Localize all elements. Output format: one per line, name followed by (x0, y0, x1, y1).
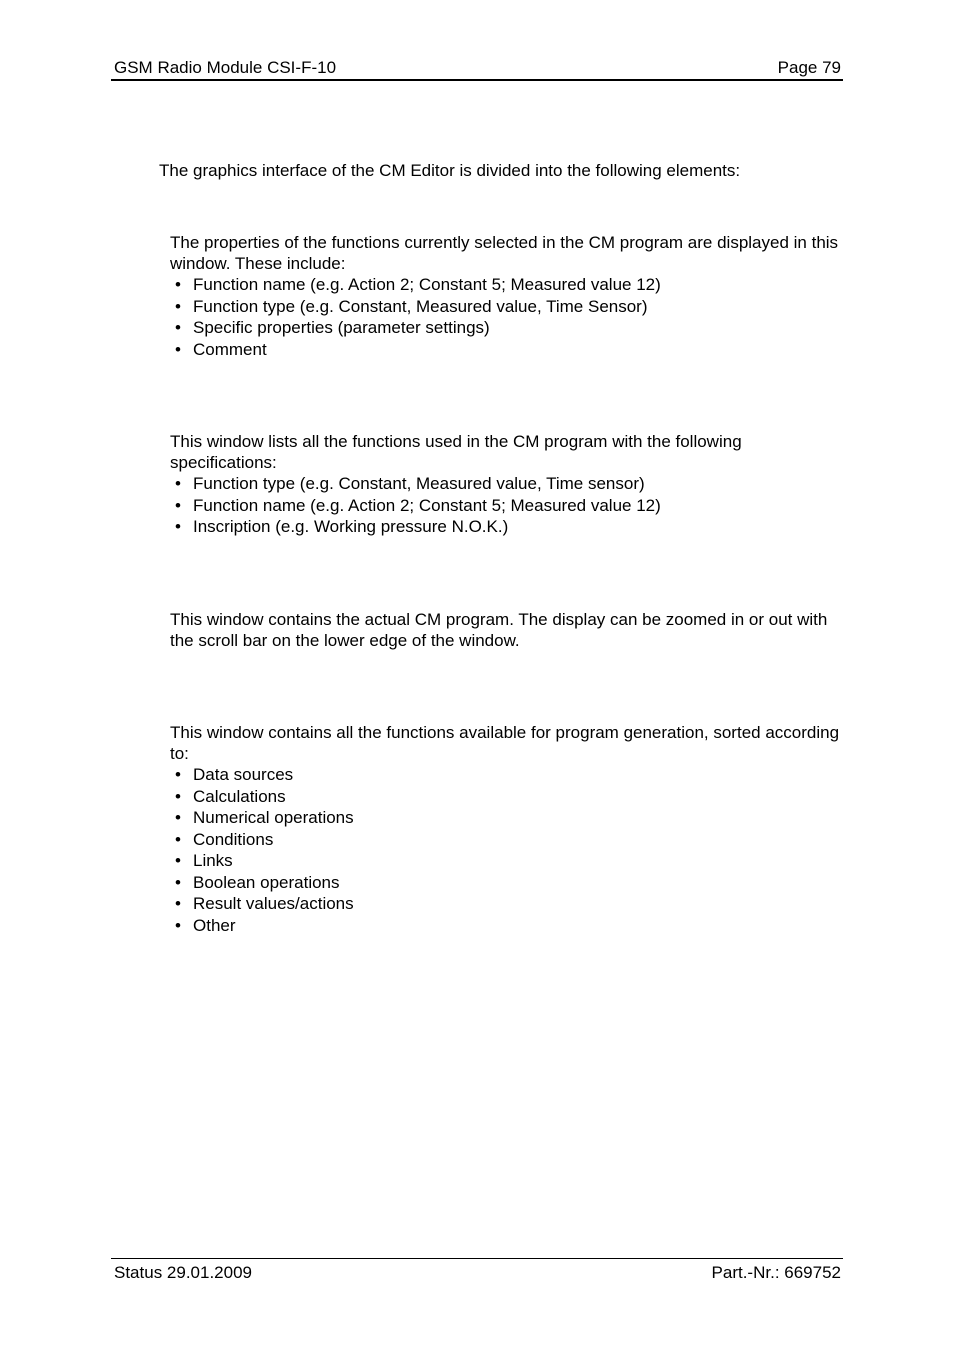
page-header (111, 57, 843, 81)
bullet-icon: • (175, 339, 181, 359)
list-item: • Inscription (e.g. Working pressure N.O.K.) (175, 517, 509, 536)
bullet-list (170, 764, 840, 936)
available-functions-window-section (170, 723, 840, 936)
status-date: Status 29.01.2009 (114, 1263, 253, 1282)
bullet-icon: • (175, 765, 181, 784)
list-item: • Numerical operations (175, 808, 354, 827)
page-number: Page 79 (777, 58, 841, 77)
program-window-section (170, 610, 840, 651)
bullet-icon: • (175, 275, 181, 294)
bullet-list (170, 274, 840, 360)
bullet-list (170, 473, 840, 538)
list-item: • Boolean operations (175, 872, 340, 892)
list-item: • Function type (e.g. Constant, Measured value, Time sensor) (175, 474, 645, 493)
bullet-icon: • (175, 872, 181, 892)
intro-paragraph: The graphics interface of the CM Editor is divided into the following elements: (159, 161, 741, 180)
section-paragraph: This window contains the actual CM program. The display can be zoomed in or out with the scroll bar on the lower edge of the window. (170, 610, 828, 650)
list-item: • Result values/actions (175, 894, 354, 913)
page-footer (111, 1258, 843, 1285)
list-item: • Comment (175, 339, 267, 359)
bullet-icon: • (175, 318, 181, 337)
bullet-icon: • (175, 915, 181, 935)
section-paragraph: This window lists all the functions used in the CM program with the following specifications: (170, 432, 742, 472)
list-item: • Function name (e.g. Action 2; Constant 5; Measured value 12) (175, 275, 661, 294)
bullet-icon: • (175, 894, 181, 913)
bullet-icon: • (175, 495, 181, 515)
section-paragraph: The properties of the functions currently selected in the CM program are displayed in this window. These include: (170, 233, 839, 273)
bullet-icon: • (175, 517, 181, 536)
document-title: GSM Radio Module CSI-F-10 (114, 58, 337, 77)
bullet-icon: • (175, 296, 181, 316)
properties-window-section (170, 233, 840, 360)
list-item: • Conditions (175, 829, 274, 849)
list-item: • Function type (e.g. Constant, Measured value, Time Sensor) (175, 296, 648, 316)
bullet-icon: • (175, 808, 181, 827)
list-item: • Function name (e.g. Action 2; Constant 5; Measured value 12) (175, 495, 661, 515)
functions-list-window-section (170, 432, 840, 538)
list-item: • Links (175, 851, 233, 870)
bullet-icon: • (175, 851, 181, 870)
bullet-icon: • (175, 786, 181, 806)
section-paragraph: This window contains all the functions available for program generation, sorted according to: (170, 723, 840, 763)
part-number: Part.-Nr.: 669752 (711, 1263, 841, 1282)
bullet-icon: • (175, 829, 181, 849)
list-item: • Data sources (175, 765, 294, 784)
list-item: • Other (175, 915, 236, 935)
bullet-icon: • (175, 474, 181, 493)
list-item: • Specific properties (parameter settings) (175, 318, 490, 337)
list-item: • Calculations (175, 786, 286, 806)
